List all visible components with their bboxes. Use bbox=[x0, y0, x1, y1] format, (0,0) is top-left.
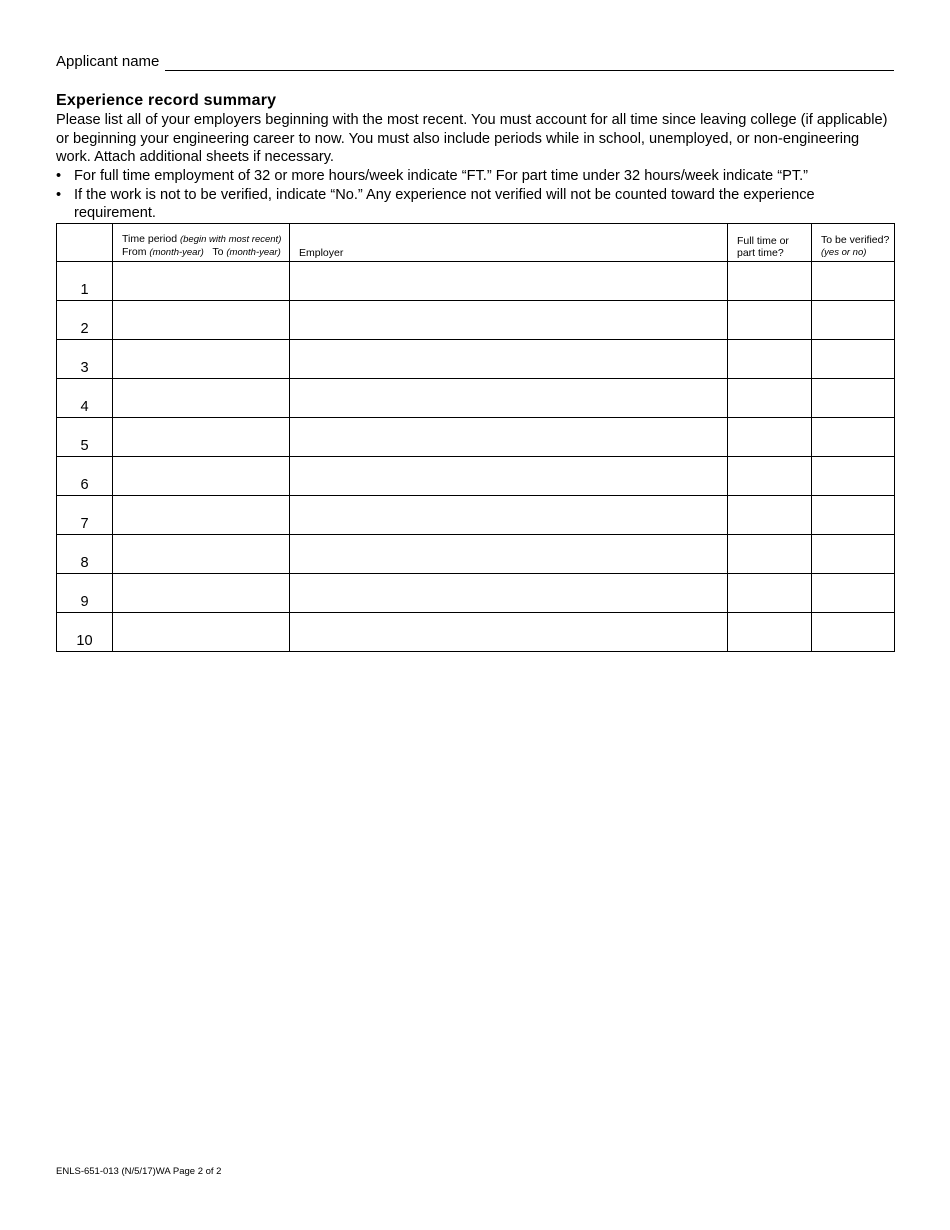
row-number: 10 bbox=[57, 613, 113, 652]
header-full-time-line1: Full time or bbox=[737, 235, 789, 247]
full-time-cell[interactable] bbox=[728, 457, 812, 496]
instruction-list bbox=[56, 167, 894, 223]
time-period-cell[interactable] bbox=[113, 496, 290, 535]
time-period-cell[interactable] bbox=[113, 379, 290, 418]
full-time-cell[interactable] bbox=[728, 496, 812, 535]
bullet-icon: • bbox=[56, 168, 62, 184]
row-number: 4 bbox=[57, 379, 113, 418]
time-period-cell[interactable] bbox=[113, 340, 290, 379]
verified-cell[interactable] bbox=[812, 457, 895, 496]
time-period-cell[interactable] bbox=[113, 262, 290, 301]
row-number: 8 bbox=[57, 535, 113, 574]
employer-cell[interactable] bbox=[290, 301, 728, 340]
employer-cell[interactable] bbox=[290, 574, 728, 613]
header-from-label: From bbox=[122, 246, 147, 258]
header-verified bbox=[812, 224, 895, 262]
header-from-note: (month-year) bbox=[149, 247, 204, 258]
header-time-period bbox=[113, 224, 290, 262]
full-time-cell[interactable] bbox=[728, 340, 812, 379]
full-time-cell[interactable] bbox=[728, 379, 812, 418]
applicant-name-field[interactable] bbox=[165, 57, 894, 71]
employer-cell[interactable] bbox=[290, 457, 728, 496]
time-period-cell[interactable] bbox=[113, 613, 290, 652]
header-full-time bbox=[728, 224, 812, 262]
time-period-cell[interactable] bbox=[113, 535, 290, 574]
full-time-cell[interactable] bbox=[728, 262, 812, 301]
full-time-cell[interactable] bbox=[728, 574, 812, 613]
verified-cell[interactable] bbox=[812, 301, 895, 340]
row-number: 1 bbox=[57, 262, 113, 301]
employer-cell[interactable] bbox=[290, 418, 728, 457]
applicant-name-row bbox=[56, 53, 894, 71]
header-verified-label: To be verified? bbox=[821, 234, 890, 246]
verified-cell[interactable] bbox=[812, 379, 895, 418]
table-header-row bbox=[57, 224, 895, 262]
employer-cell[interactable] bbox=[290, 379, 728, 418]
bullet-icon: • bbox=[56, 186, 62, 203]
section-title: Experience record summary bbox=[56, 92, 277, 109]
time-period-cell[interactable] bbox=[113, 418, 290, 457]
employer-cell[interactable] bbox=[290, 496, 728, 535]
table-row bbox=[57, 535, 895, 574]
table-row bbox=[57, 301, 895, 340]
header-to-label: To bbox=[212, 246, 224, 258]
table-row bbox=[57, 457, 895, 496]
full-time-cell[interactable] bbox=[728, 535, 812, 574]
experience-table-body bbox=[57, 262, 895, 652]
employer-cell[interactable] bbox=[290, 613, 728, 652]
row-number: 5 bbox=[57, 418, 113, 457]
header-row-number bbox=[57, 224, 113, 262]
row-number: 3 bbox=[57, 340, 113, 379]
header-time-period-label: Time period bbox=[122, 233, 178, 245]
table-row bbox=[57, 340, 895, 379]
table-row bbox=[57, 379, 895, 418]
verified-cell[interactable] bbox=[812, 340, 895, 379]
time-period-cell[interactable] bbox=[113, 457, 290, 496]
instruction-text: If the work is not to be verified, indicate “No.” Any experience not verified will not be counted toward the experience requirement. bbox=[74, 186, 815, 222]
experience-table bbox=[56, 223, 895, 652]
full-time-cell[interactable] bbox=[728, 301, 812, 340]
verified-cell[interactable] bbox=[812, 418, 895, 457]
row-number: 9 bbox=[57, 574, 113, 613]
table-row bbox=[57, 418, 895, 457]
table-row bbox=[57, 262, 895, 301]
row-number: 6 bbox=[57, 457, 113, 496]
employer-cell[interactable] bbox=[290, 535, 728, 574]
header-time-period-note: (begin with most recent) bbox=[179, 234, 282, 245]
verified-cell[interactable] bbox=[812, 613, 895, 652]
section-intro: Please list all of your employers beginning with the most recent. You must account for all time since leaving college (if applicable) or beginning your engineering career to now. You must also include periods while in school, unemployed, or non-engineering work. Attach additional sheets if necessary. bbox=[56, 112, 888, 166]
employer-cell[interactable] bbox=[290, 262, 728, 301]
row-number: 7 bbox=[57, 496, 113, 535]
time-period-cell[interactable] bbox=[113, 301, 290, 340]
verified-cell[interactable] bbox=[812, 574, 895, 613]
header-verified-note: (yes or no) bbox=[821, 247, 867, 258]
form-footer: ENLS-651-013 (N/5/17)WA Page 2 of 2 bbox=[56, 1166, 222, 1177]
employer-cell[interactable] bbox=[290, 340, 728, 379]
time-period-cell[interactable] bbox=[113, 574, 290, 613]
table-row bbox=[57, 613, 895, 652]
instruction-text: For full time employment of 32 or more hours/week indicate “FT.” For part time under 32 hours/week indicate “PT.” bbox=[74, 168, 809, 184]
header-employer-label: Employer bbox=[299, 247, 344, 259]
row-number: 2 bbox=[57, 301, 113, 340]
verified-cell[interactable] bbox=[812, 262, 895, 301]
header-full-time-line2: part time? bbox=[737, 247, 784, 259]
header-employer bbox=[290, 224, 728, 262]
table-row bbox=[57, 496, 895, 535]
verified-cell[interactable] bbox=[812, 496, 895, 535]
full-time-cell[interactable] bbox=[728, 418, 812, 457]
instruction-item bbox=[56, 186, 894, 223]
table-row bbox=[57, 574, 895, 613]
verified-cell[interactable] bbox=[812, 535, 895, 574]
full-time-cell[interactable] bbox=[728, 613, 812, 652]
instruction-item bbox=[56, 167, 894, 186]
header-to-note: (month-year) bbox=[226, 247, 281, 258]
applicant-name-label: Applicant name bbox=[56, 53, 160, 70]
